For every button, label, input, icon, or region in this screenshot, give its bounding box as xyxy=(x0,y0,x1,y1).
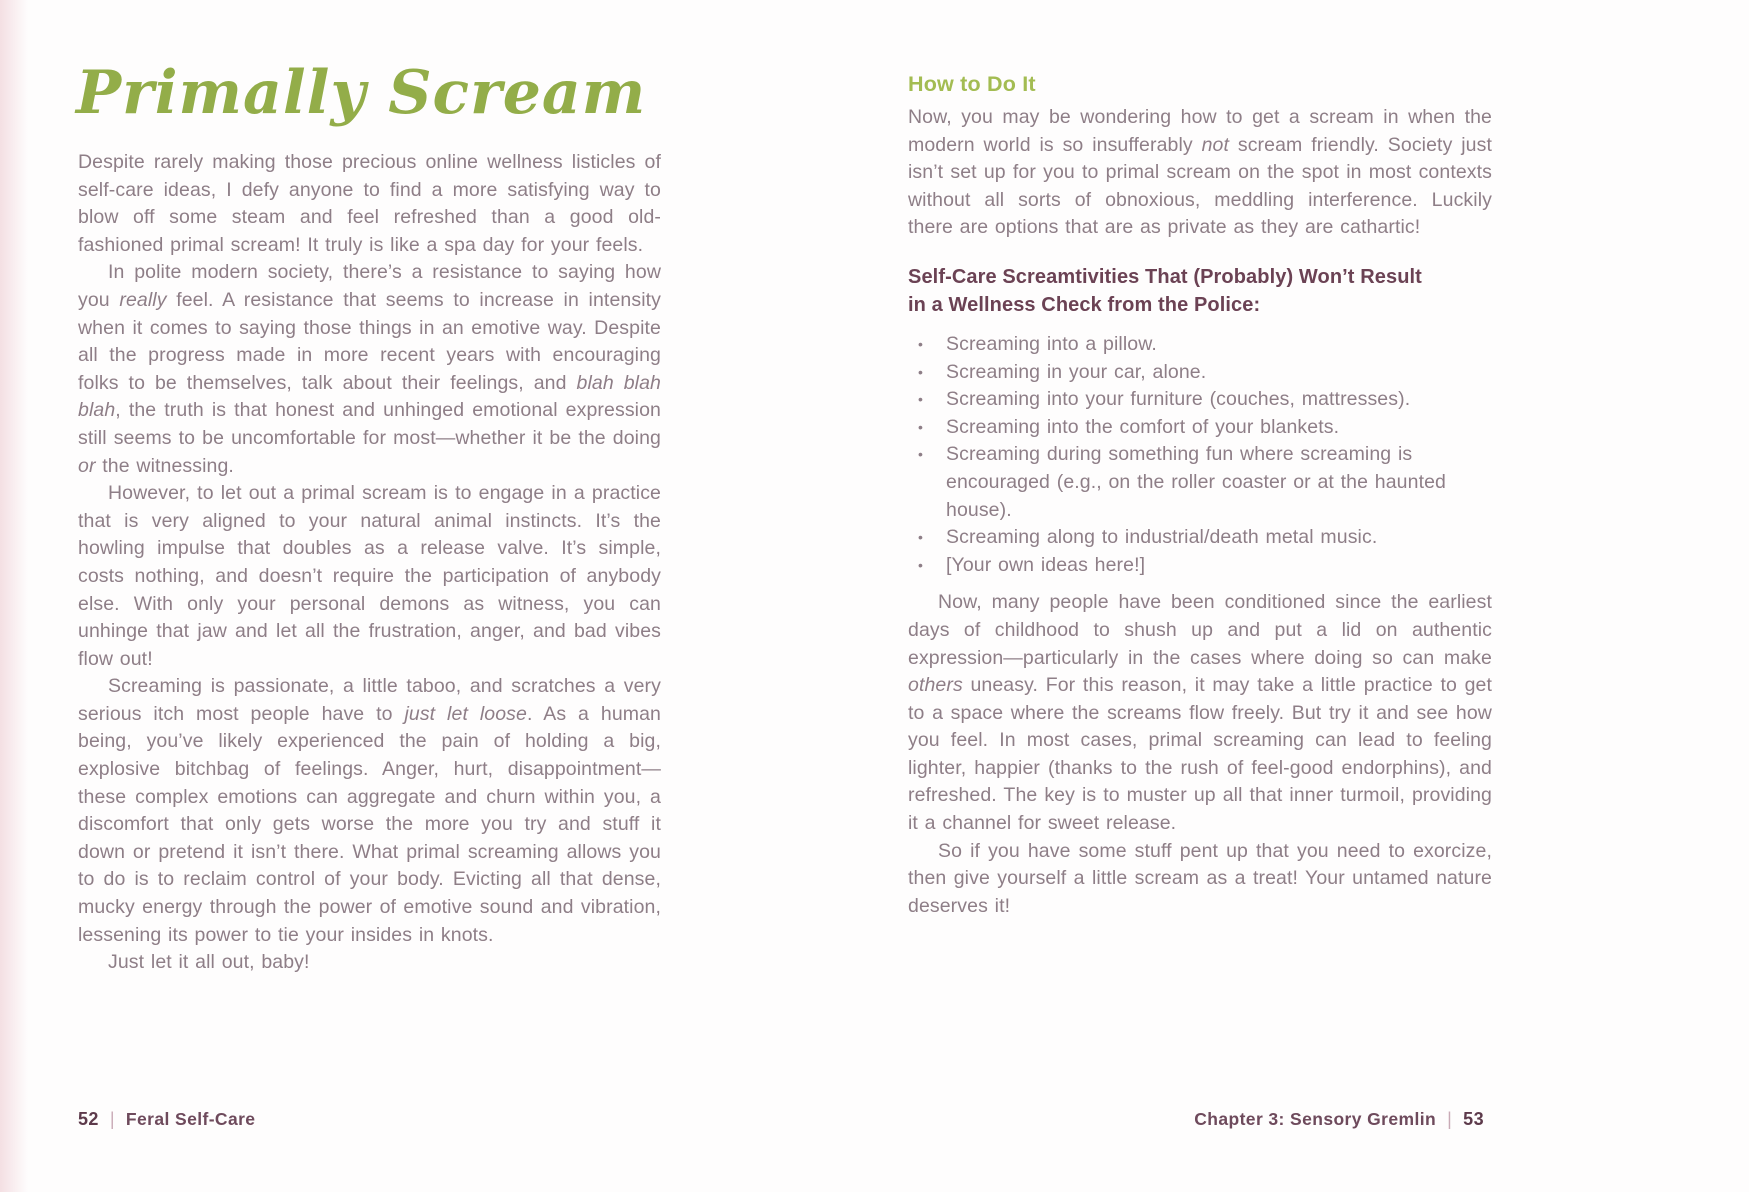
page-footer-left xyxy=(78,1109,255,1130)
list-item xyxy=(908,524,1492,552)
left-page xyxy=(78,0,661,1192)
page-number: 52 xyxy=(78,1109,99,1129)
section-heading: How to Do It xyxy=(908,72,1036,96)
bullet-icon: • xyxy=(918,418,924,435)
page-number: 53 xyxy=(1463,1109,1484,1129)
bullet-icon: • xyxy=(918,391,924,408)
bullet-icon: • xyxy=(918,529,924,546)
list-item xyxy=(908,359,1492,387)
list-heading xyxy=(908,263,1492,320)
screamtivities-list xyxy=(908,331,1492,579)
bullet-icon: • xyxy=(918,556,924,573)
body-paragraph: Despite rarely making those precious online wellness listicles of self-care ideas, I defy anyone to find a more satisfying way to blow off some steam and feel refreshed than a good old-fashioned primal scream! It truly is like a spa day for your feels. xyxy=(78,151,661,256)
list-heading-line: in a Wellness Check from the Police: xyxy=(908,294,1261,317)
chapter-footer-label: Chapter 3: Sensory Gremlin xyxy=(1194,1109,1437,1129)
body-paragraph: Screaming is passionate, a little taboo, and scratches a very serious itch most people have to just let loose. As a human being, you’ve likely experienced the pain of holding a big, explosive bitchbag of feelings. Anger, hurt, disappointment—these complex emotions can aggregate and churn within you, a discomfort that only gets worse the more you try and stuff it down or pretend it isn’t there. What primal screaming allows you to do is to reclaim control of your body. Evicting all that dense, mucky energy through the power of emotive sound and vibration, lessening its power to tie your insides in knots. xyxy=(78,675,661,946)
body-paragraph: In polite modern society, there’s a resistance to saying how you really feel. A resistance that seems to increase in intensity when it comes to saying those things in an emotive way. Despite all the progress made in more recent years with encouraging folks to be themselves, talk about their feelings, and blah blah blah, the truth is that honest and unhinged emotional expression still seems to be uncomfortable for most—whether it be the doing or the witnessing. xyxy=(78,261,661,477)
body-paragraph: Now, many people have been conditioned since the earliest days of childhood to shush up and put a lid on authentic expression—particularly in the cases where doing so can make others uneasy. For this reason, it may take a little practice to get to a space where the screams flow freely. But try it and see how you feel. In most cases, primal screaming can lead to feeling lighter, happier (thanks to the rush of feel-good endorphins), and refreshed. The key is to muster up all that inner turmoil, providing it a channel for sweet release. xyxy=(908,591,1492,835)
list-item-text: Screaming in your car, alone. xyxy=(946,360,1207,383)
body-paragraph: Now, you may be wondering how to get a scream in when the modern world is so insufferably not scream friendly. Society just isn’t set up for you to primal scream on the spot in most contexts without all sorts of obnoxious, meddling interference. Luckily there are options that are as private as they are cathartic! xyxy=(908,106,1492,239)
list-item-text: Screaming into the comfort of your blankets. xyxy=(946,415,1340,438)
list-item xyxy=(908,331,1492,359)
list-item xyxy=(908,441,1492,524)
bullet-icon: • xyxy=(918,446,924,463)
list-item-text: Screaming during something fun where screaming is encouraged (e.g., on the roller coaster or at the haunted house). xyxy=(946,443,1446,521)
list-item xyxy=(908,414,1492,442)
book-title-footer: Feral Self-Care xyxy=(125,1109,256,1129)
body-paragraph: However, to let out a primal scream is to engage in a practice that is very aligned to your natural animal instincts. It’s the howling impulse that doubles as a release valve. It’s simple, costs nothing, and doesn’t require the participation of anybody else. With only your personal demons as witness, you can unhinge that jaw and let all the frustration, anger, and bad vibes flow out! xyxy=(78,482,661,670)
list-item-text: Screaming into a pillow. xyxy=(946,332,1157,355)
list-item-text: Screaming into your furniture (couches, mattresses). xyxy=(946,388,1411,411)
bullet-icon: • xyxy=(918,363,924,380)
page-footer-right xyxy=(1194,1109,1484,1130)
footer-separator: | xyxy=(109,1109,115,1129)
list-item xyxy=(908,552,1492,580)
body-paragraph: So if you have some stuff pent up that you need to exorcize, then give yourself a little scream as a treat! Your untamed nature deserves it! xyxy=(908,839,1492,917)
footer-separator: | xyxy=(1447,1109,1453,1129)
bullet-icon: • xyxy=(918,335,924,352)
right-page xyxy=(908,0,1492,1192)
list-item xyxy=(908,386,1492,414)
chapter-title: Primally Scream xyxy=(76,58,647,128)
list-heading-line: Self-Care Screamtivities That (Probably) Won’t Result xyxy=(908,265,1422,288)
page-edge-shading xyxy=(0,0,28,1192)
list-item-text: [Your own ideas here!] xyxy=(946,553,1146,576)
list-item-text: Screaming along to industrial/death metal music. xyxy=(946,526,1378,549)
body-paragraph: Just let it all out, baby! xyxy=(108,951,310,974)
